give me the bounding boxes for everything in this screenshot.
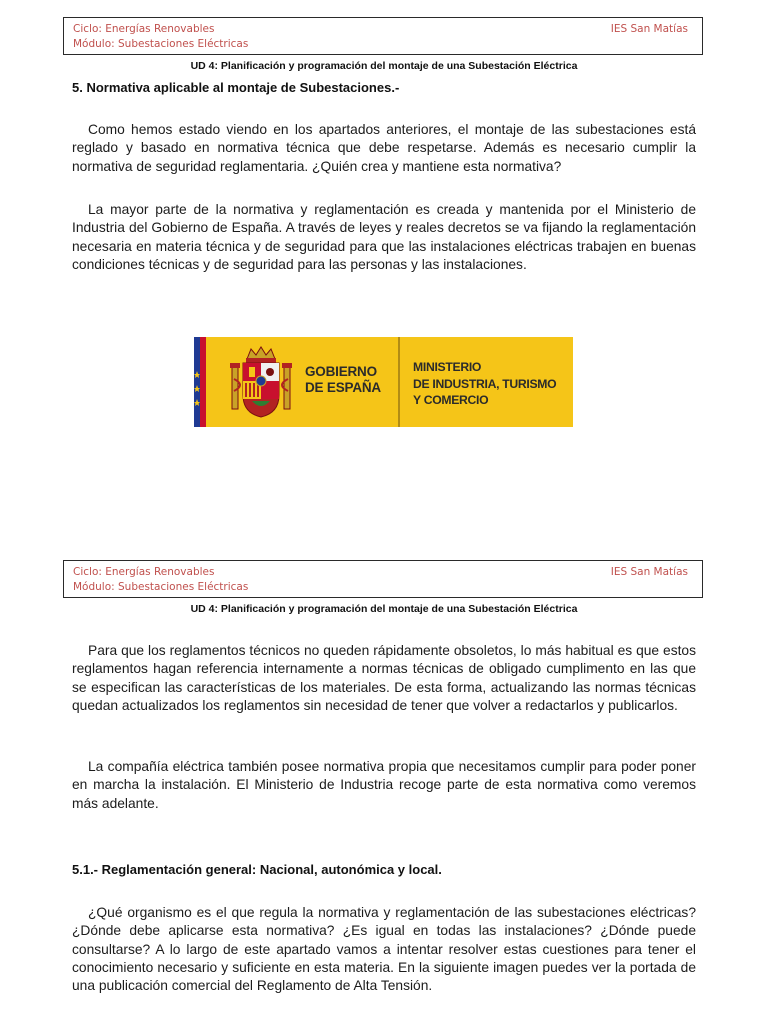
header-school: IES San Matías [610, 566, 688, 578]
paragraph: La mayor parte de la normativa y reglamentación es creada y mantenida por el Ministerio de Industria del Gobierno de España. A través de leyes y reales decretos se va fijando la reglamentación necesaria en materia técnica y de seguridad para que las instalaciones eléctricas trabajen en buenas condiciones técnicas y de seguridad para las personas y las instalaciones. [72, 202, 696, 272]
header-module: Módulo: Subestaciones Eléctricas [73, 581, 249, 593]
header-cycle: Ciclo: Energías Renovables [73, 566, 215, 578]
header-module: Módulo: Subestaciones Eléctricas [73, 38, 249, 50]
gobierno-ministerio-logo [194, 337, 573, 427]
ministerio-text: MINISTERIO DE INDUSTRIA, TURISMO Y COMERCIO [413, 360, 557, 407]
header-school: IES San Matías [610, 23, 688, 35]
gobierno-text: GOBIERNO DE ESPAÑA [305, 364, 381, 395]
paragraph: Para que los reglamentos técnicos no queden rápidamente obsoletos, lo más habitual es que estos reglamentos hagan referencia internamente a normas técnicas de obligado cumplimento en las que se especifican las características de los materiales. De esta forma, actualizando las normas técnicas quedan actualizados los reglamentos sin necesidad de tener que volver a redactarlos y publicarlos. [72, 643, 696, 713]
paragraph: Como hemos estado viendo en los apartados anteriores, el montaje de las subestaciones está reglado y basado en normativa técnica que debe respetarse. Además es necesario cumplir la normativa de seguridad reglamentaria. ¿Quién crea y mantiene esta normativa? [72, 122, 696, 174]
paragraph: La compañía eléctrica también posee normativa propia que necesitamos cumplir para poder poner en marcha la instalación. El Ministerio de Industria recoge parte de esta normativa como veremos más adelante. [72, 759, 696, 811]
spain-flag-stripe [194, 337, 206, 427]
section-heading: 5. Normativa aplicable al montaje de Subestaciones.- [72, 80, 400, 95]
unit-title: UD 4: Planificación y programación del montaje de una Subestación Eléctrica [190, 60, 578, 72]
page-header [63, 560, 703, 598]
logo-divider [398, 337, 400, 427]
header-cycle: Ciclo: Energías Renovables [73, 23, 215, 35]
paragraph: ¿Qué organismo es el que regula la normativa y reglamentación de las subestaciones eléctricas? ¿Dónde debe aplicarse esta normativa? ¿Es igual en todas las instalaciones? ¿Dónde puede consultarse? A lo largo de este apartado vamos a intentar resolver estas cuestiones para tener el conocimiento necesario y suficiente en esta materia. En la siguiente imagen puedes ver la portada de una publicación comercial del Reglamento de Alta Tensión. [72, 905, 696, 994]
unit-title: UD 4: Planificación y programación del montaje de una Subestación Eléctrica [190, 603, 578, 615]
page-header [63, 17, 703, 55]
subsection-heading: 5.1.- Reglamentación general: Nacional, autonómica y local. [72, 862, 442, 877]
coat-of-arms-icon [230, 345, 292, 421]
